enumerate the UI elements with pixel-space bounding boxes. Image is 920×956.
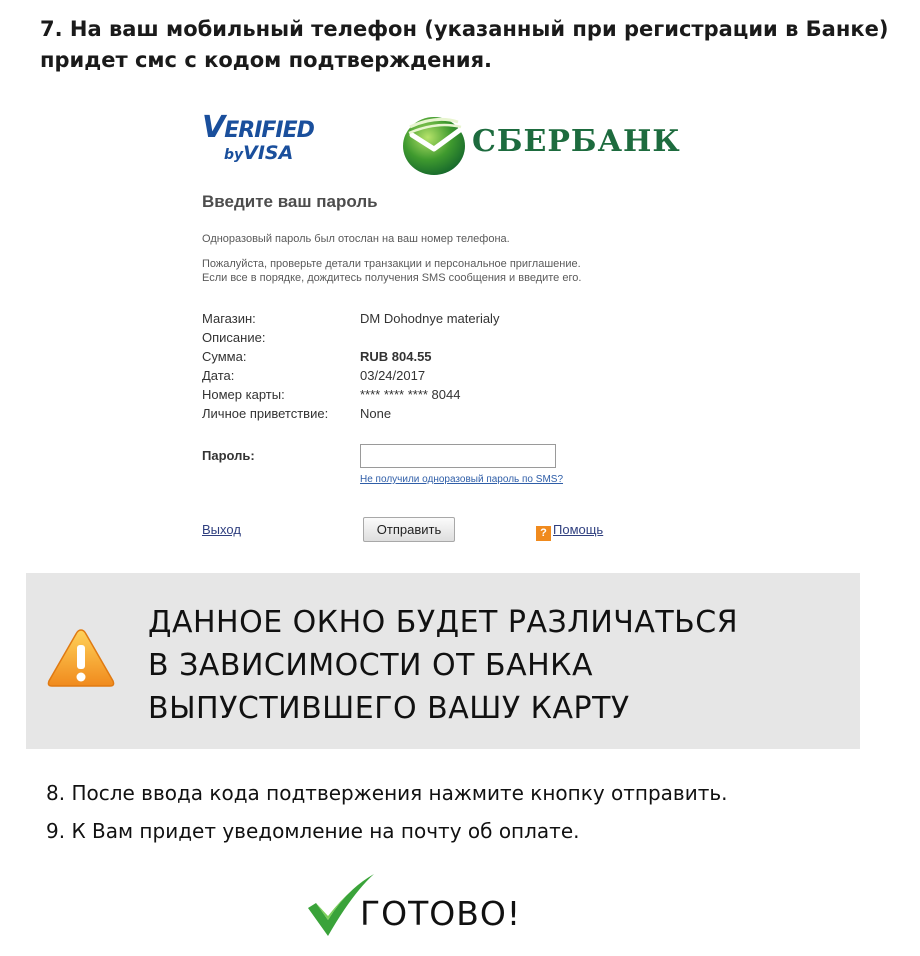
personal-greeting-label: Личное приветствие:: [202, 406, 329, 421]
merchant-value: DM Dohodnye materialy: [360, 311, 500, 326]
warning-line-1: ДАННОЕ ОКНО БУДЕТ РАЗЛИЧАТЬСЯ: [148, 605, 739, 640]
warning-box: [26, 573, 860, 749]
sms-not-received-link[interactable]: Не получили одноразовый пароль по SMS?: [360, 474, 564, 485]
card-number-value: **** **** **** 8044: [360, 387, 461, 402]
merchant-label: Магазин:: [202, 311, 256, 326]
sberbank-name: СБЕРБАНК: [472, 124, 681, 159]
vbv-big-letter: V: [202, 110, 225, 145]
help-label: Помощь: [553, 522, 604, 537]
done-label: ГОТОВО!: [360, 894, 522, 933]
verified-by-visa-logo: [202, 110, 314, 176]
steps-list: [46, 774, 728, 850]
step-9: 9. К Вам придет уведомление на почту об оплате.: [46, 819, 580, 843]
intro-line-1: 7. На ваш мобильный телефон (указанный при регистрации в Банке): [40, 17, 889, 41]
submit-button[interactable]: Отправить: [363, 517, 455, 542]
password-input[interactable]: [360, 444, 556, 468]
warning-line-3: ВЫПУСТИВШЕГО ВАШУ КАРТУ: [148, 691, 630, 726]
vbv-line-1: [202, 110, 314, 145]
check-details-note-2: Если все в порядке, дождитесь получения SMS сообщения и введите его.: [202, 272, 582, 284]
warning-triangle-icon: [46, 627, 116, 689]
warning-text: [148, 601, 738, 730]
amount-label: Сумма:: [202, 349, 247, 364]
date-label: Дата:: [202, 368, 235, 383]
help-link[interactable]: [536, 522, 603, 541]
date-value: 03/24/2017: [360, 368, 426, 383]
password-label: Пароль:: [202, 448, 255, 463]
personal-greeting-value: None: [360, 406, 392, 421]
help-icon: ?: [536, 526, 551, 541]
intro-text: [40, 14, 900, 76]
otp-sent-note: Одноразовый пароль был отослан на ваш номер телефона.: [202, 233, 510, 245]
vbv-by: by: [224, 147, 244, 163]
vbv-line-2: [224, 143, 312, 165]
vbv-visa: VISA: [243, 142, 294, 164]
exit-link[interactable]: Выход: [202, 522, 241, 537]
card-number-label: Номер карты:: [202, 387, 285, 402]
check-details-note-1: Пожалуйста, проверьте детали транзакции и персональное приглашение.: [202, 258, 581, 270]
intro-line-2: придет смс с кодом подтверждения.: [40, 48, 493, 72]
vbv-rest: ERIFIED: [224, 118, 314, 143]
sberbank-emblem-icon: [400, 113, 468, 177]
step-8: 8. После ввода кода подтвержения нажмите кнопку отправить.: [46, 781, 728, 805]
amount-value: RUB 804.55: [360, 349, 432, 364]
warning-line-2: В ЗАВИСИМОСТИ ОТ БАНКА: [148, 648, 593, 683]
done-indicator: [306, 872, 566, 938]
description-label: Описание:: [202, 330, 266, 345]
form-title: Введите ваш пароль: [202, 192, 378, 211]
